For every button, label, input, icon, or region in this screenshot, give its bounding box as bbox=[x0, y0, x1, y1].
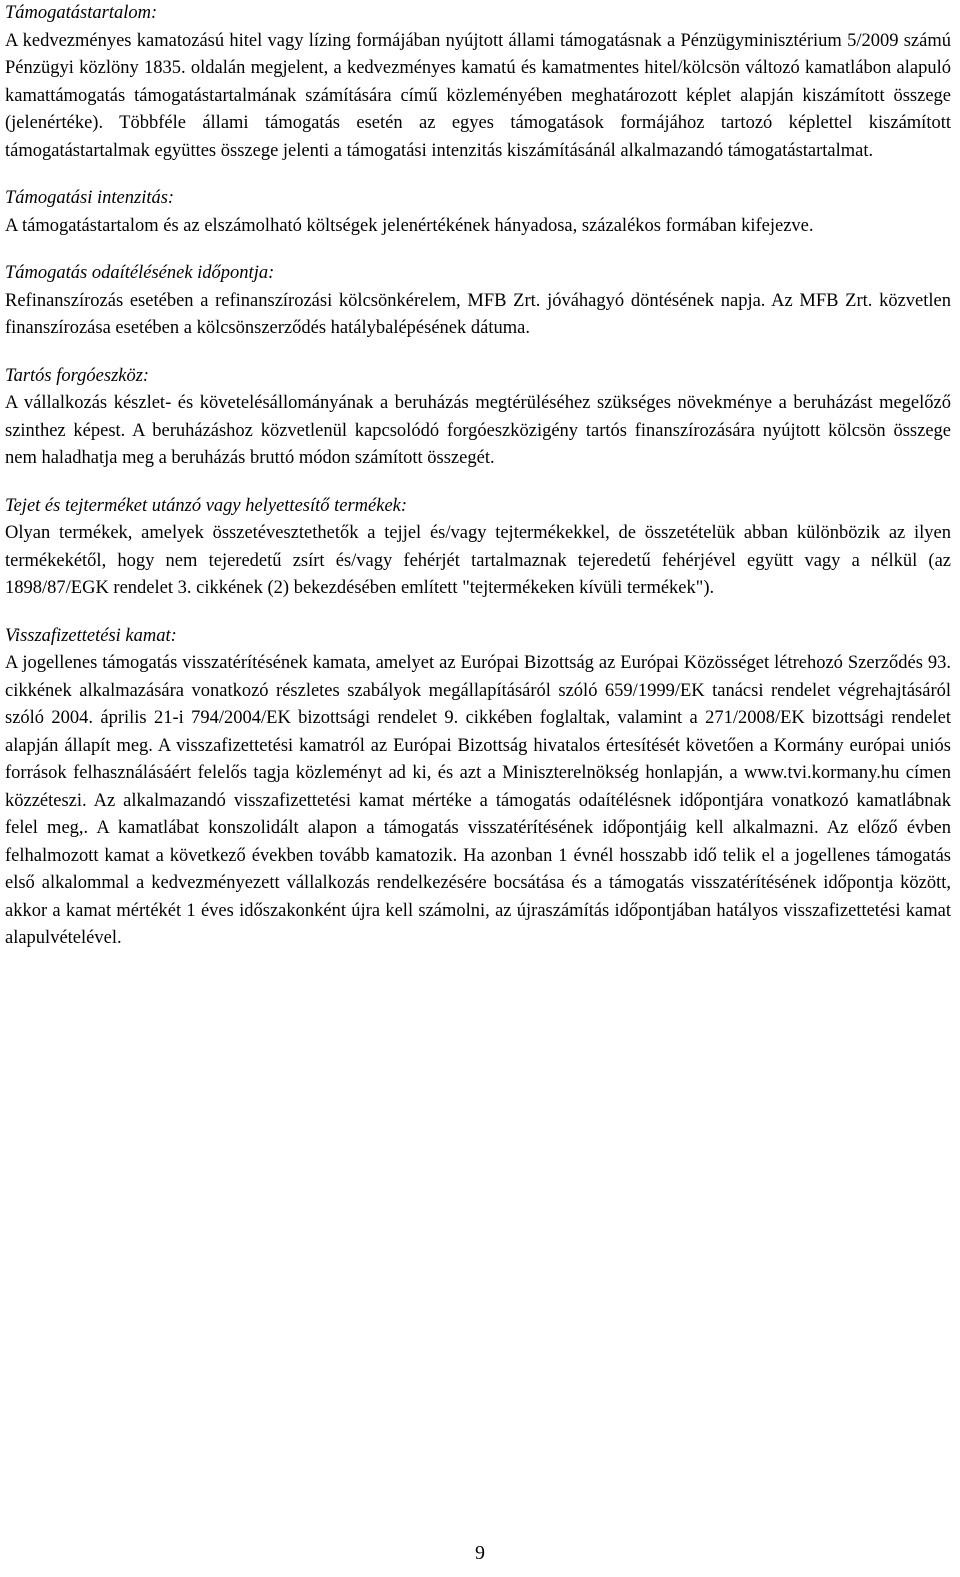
section-heading: Támogatási intenzitás: bbox=[5, 188, 175, 208]
section-visszafizettetesi-kamat bbox=[5, 623, 951, 953]
section-body: Refinanszírozás esetében a refinanszírozási kölcsönkérelem, MFB Zrt. jóváhagyó döntésének napja. Az MFB Zrt. közvetlen finanszírozása esetében a kölcsönszerződés hatálybalépésének dátuma. bbox=[5, 290, 951, 338]
section-body: A vállalkozás készlet- és követelésállományának a beruházás megtérüléséhez szükséges növekménye a beruházást megelőző szinthez képest. A beruházáshoz közvetlenül kapcsolódó forgóeszközigény tartós finanszírozására nyújtott kölcsön összege nem haladhatja meg a beruházás bruttó módon számított összegét. bbox=[5, 393, 951, 468]
page-number: 9 bbox=[475, 1542, 485, 1564]
section-heading: Támogatástartalom: bbox=[5, 3, 158, 23]
section-body: A jogellenes támogatás visszatérítésének kamata, amelyet az Európai Bizottság az Európai Közösséget létrehozó Szerződés 93. cikkének alkalmazására vonatkozó részletes szabályok megállapításáról szóló 659/1999/EK tanácsi rendelet végrehajtásáról szóló 2004. április 21-i 794/2004/EK bizottsági rendelet 9. cikkében foglaltak, valamint a 271/2008/EK bizottsági rendelet alapján állapít meg. A visszafizettetési kamatról az Európai Bizottság hivatalos értesítését követően a Kormány európai uniós források felhasználásáért felelős tagja közleményt ad ki, és azt a Miniszterelnökség honlapján, a www.tvi.kormany.hu címen közzéteszi. Az alkalmazandó visszafizettetési kamat mértéke a támogatás odaítélésnek időpontjára vonatkozó kamatlábnak felel meg,. A kamatlábat konszolidált alapon a támogatás visszatérítésének időpontjáig kell alkalmazni. Az előző évben felhalmozott kamat a következő években tovább kamatozik. Ha azonban 1 évnél hosszabb idő telik el a jogellenes támogatás első alkalommal a kedvezményezett vállalkozás rendelkezésére bocsátása és a támogatás visszatérítésének időpontja között, akkor a kamat mértékét 1 éves időszakonként újra kell számolni, az újraszámítás időpontjában hatályos visszafizettetési kamat alapulvételével. bbox=[5, 653, 951, 948]
section-gap bbox=[5, 165, 951, 185]
section-tamogatastartalom bbox=[5, 0, 951, 165]
section-gap bbox=[5, 240, 951, 260]
section-gap bbox=[5, 473, 951, 493]
section-heading: Visszafizettetési kamat: bbox=[5, 625, 177, 646]
section-gap bbox=[5, 343, 951, 363]
section-body: A kedvezményes kamatozású hitel vagy lízing formájában nyújtott állami támogatásnak a Pénzügyminisztérium 5/2009 számú Pénzügyi közlöny 1835. oldalán megjelent, a kedvezményes kamatú és kamatmentes hitel/kölcsön változó kamatlábon alapuló kamattámogatás támogatástartalmának számítására című közleményében meghatározott képlet alapján kiszámított összege (jelenértéke). Többféle állami támogatás esetén az egyes támogatások formájához tartozó képlettel kiszámított támogatástartalmak együttes összege jelenti a támogatási intenzitás kiszámításánál alkalmazandó támogatástartalmat. bbox=[5, 30, 951, 161]
section-gap bbox=[5, 603, 951, 623]
section-body: A támogatástartalom és az elszámolható költségek jelenértékének hányadosa, százalékos formában kifejezve. bbox=[5, 215, 814, 236]
section-tartos-forgoeszkoz bbox=[5, 363, 951, 473]
section-tejet-utanzo-termekek bbox=[5, 493, 951, 603]
section-odaiteles-idopontja bbox=[5, 260, 951, 343]
section-heading: Tejet és tejterméket utánzó vagy helyettesítő termékek: bbox=[5, 495, 408, 516]
section-heading: Tartós forgóeszköz: bbox=[5, 365, 150, 386]
section-heading: Támogatás odaítélésének időpontja: bbox=[5, 263, 275, 283]
document-page bbox=[5, 0, 951, 953]
section-tamogatasi-intenzitas bbox=[5, 185, 951, 240]
section-body: Olyan termékek, amelyek összetévesztethetők a tejjel és/vagy tejtermékekkel, de összetételük abban különbözik az ilyen termékekétől, hogy nem tejeredetű zsírt és/vagy fehérjét tartalmaznak tejeredetű fehérjével együtt vagy a nélkül (az 1898/87/EGK rendelet 3. cikkének (2) bekezdésében említett "tejtermékeken kívüli termékek"). bbox=[5, 523, 951, 598]
